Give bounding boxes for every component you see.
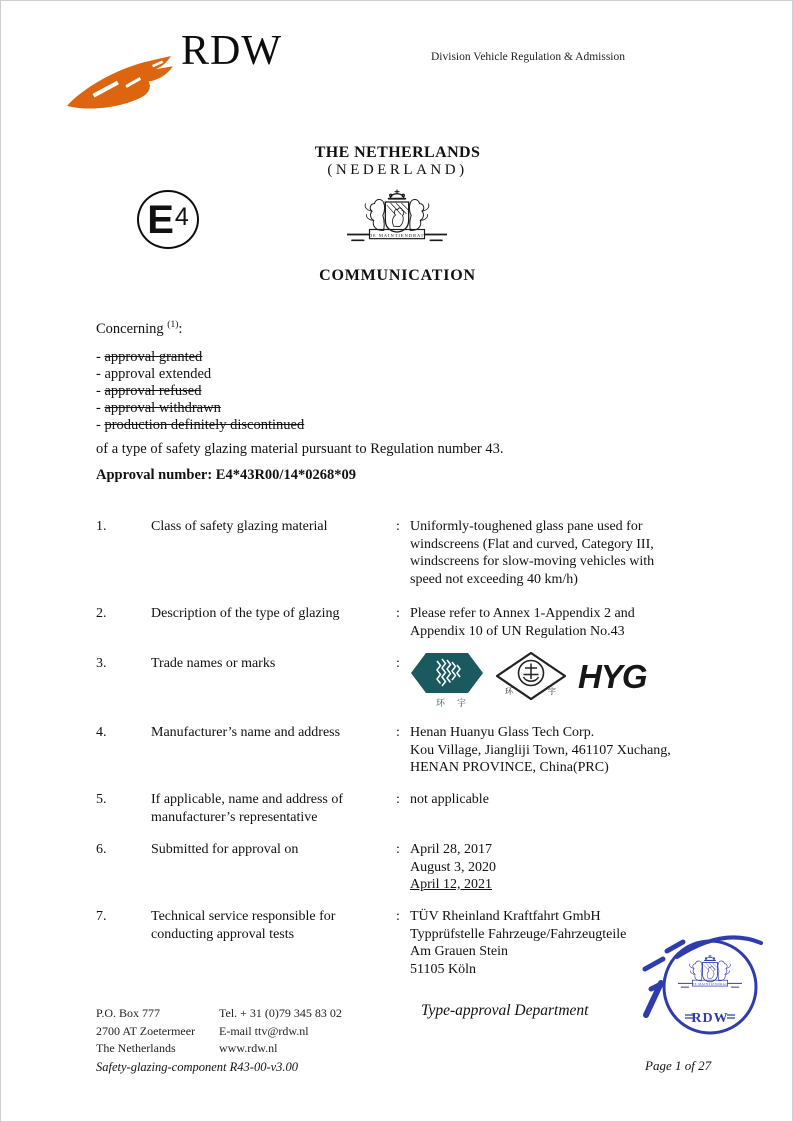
- concerning-section: [96, 317, 696, 458]
- concerning-label: Concerning: [96, 320, 164, 337]
- option-approval-refused: - approval refused: [96, 382, 202, 399]
- footer-contact: Tel. + 31 (0)79 345 83 02 E-mail ttv@rdw.nl www.rdw.nl: [219, 1006, 342, 1055]
- page-number: Page 1 of 27: [645, 1058, 712, 1073]
- item-colon: :: [396, 656, 400, 671]
- item-label: Technical service responsible for conducting approval tests: [151, 909, 336, 942]
- option-approval-extended: - approval extended: [96, 365, 212, 382]
- item-colon: :: [396, 792, 400, 807]
- item-colon: :: [396, 909, 400, 924]
- item-row: [96, 791, 702, 826]
- item-label: Trade names or marks: [151, 656, 276, 671]
- item-row: [96, 518, 702, 588]
- item-number: 6.: [96, 842, 107, 857]
- item-number: 3.: [96, 656, 107, 671]
- netherlands-coat-of-arms-icon: [347, 187, 447, 252]
- item-row: [96, 908, 702, 978]
- item-value: Henan Huanyu Glass Tech Corp. Kou Village, Jiangliji Town, 461107 Xuchang, HENAN PROVINCE, China(PRC): [410, 725, 671, 775]
- huanyu-hexagon-logo-icon: [410, 652, 484, 710]
- country-title-dutch: (NEDERLAND): [327, 162, 468, 178]
- e4-letter: E: [147, 197, 174, 242]
- concerning-subject: of a type of safety glazing material pursuant to Regulation number 43.: [96, 440, 504, 457]
- rdw-wordmark: RDW: [181, 28, 282, 74]
- item-value: Uniformly-toughened glass pane used for windscreens (Flat and curved, Category III, windscreens for slow-moving vehicles with speed not exceeding 40 km/h): [410, 519, 655, 587]
- item-value: TÜV Rheinland Kraftfahrt GmbH Typprüfstelle Fahrzeuge/Fahrzeugteile Am Grauen Stein 51105 Köln: [410, 909, 627, 977]
- item-value: Please refer to Annex 1-Appendix 2 and Appendix 10 of UN Regulation No.43: [410, 606, 635, 639]
- communication-heading: COMMUNICATION: [319, 267, 476, 284]
- option-approval-withdrawn: - approval withdrawn: [96, 399, 221, 416]
- trademark-logos: [410, 652, 702, 710]
- item-colon: :: [396, 725, 400, 740]
- footnote-ref: (1): [167, 320, 179, 330]
- item-number: 2.: [96, 606, 107, 621]
- item-colon: :: [396, 519, 400, 534]
- huanyu-diamond-logo-icon: [496, 652, 566, 704]
- concerning-colon: :: [178, 320, 183, 337]
- option-approval-granted: - approval granted: [96, 348, 203, 365]
- item-colon: :: [396, 606, 400, 621]
- item-number: 1.: [96, 519, 107, 534]
- hexagon-logo-caption: 环宇: [436, 698, 479, 708]
- footer-address: P.O. Box 777 2700 AT Zoetermeer The Netherlands: [96, 1006, 196, 1055]
- rdw-approval-stamp-icon: [631, 923, 786, 1055]
- item-value: April 28, 2017 August 3, 2020 April 12, 2021: [410, 841, 702, 894]
- diamond-logo-caption-left: 环: [505, 687, 513, 696]
- item-colon: :: [396, 842, 400, 857]
- item-row: [96, 841, 702, 894]
- stamp-brand-text: RDW: [691, 1011, 729, 1026]
- item-label: If applicable, name and address of manufacturer’s representative: [151, 792, 344, 825]
- department-title: Type-approval Department: [421, 1002, 589, 1019]
- item-row: [96, 605, 702, 640]
- item-row: [96, 724, 702, 777]
- e4-approval-mark: [137, 190, 199, 249]
- option-production-discontinued: - production definitely discontinued: [96, 416, 305, 433]
- division-title: Division Vehicle Regulation & Admission: [431, 51, 626, 63]
- concerning-heading: [96, 317, 696, 338]
- hyg-logo: HYG: [578, 658, 647, 695]
- e4-number: 4: [174, 203, 189, 231]
- concerning-options: [96, 349, 696, 434]
- item-number: 7.: [96, 909, 107, 924]
- item-number: 5.: [96, 792, 107, 807]
- item-label: Description of the type of glazing: [151, 606, 340, 621]
- item-value: not applicable: [410, 792, 489, 807]
- document-reference: Safety-glazing-component R43-00-v3.00: [96, 1060, 299, 1074]
- item-row: [96, 655, 702, 710]
- item-label: Submitted for approval on: [151, 842, 299, 857]
- underlined-date: April 12, 2021: [410, 877, 493, 892]
- item-value: [410, 655, 702, 710]
- rdw-feather-logo-icon: [65, 54, 177, 112]
- country-title: THE NETHERLANDS: [314, 144, 481, 161]
- approval-number: Approval number: E4*43R00/14*0268*09: [96, 467, 356, 483]
- diamond-logo-caption-right: 宇: [548, 687, 556, 696]
- item-label: Class of safety glazing material: [151, 519, 328, 534]
- item-number: 4.: [96, 725, 107, 740]
- item-label: Manufacturer’s name and address: [151, 725, 341, 740]
